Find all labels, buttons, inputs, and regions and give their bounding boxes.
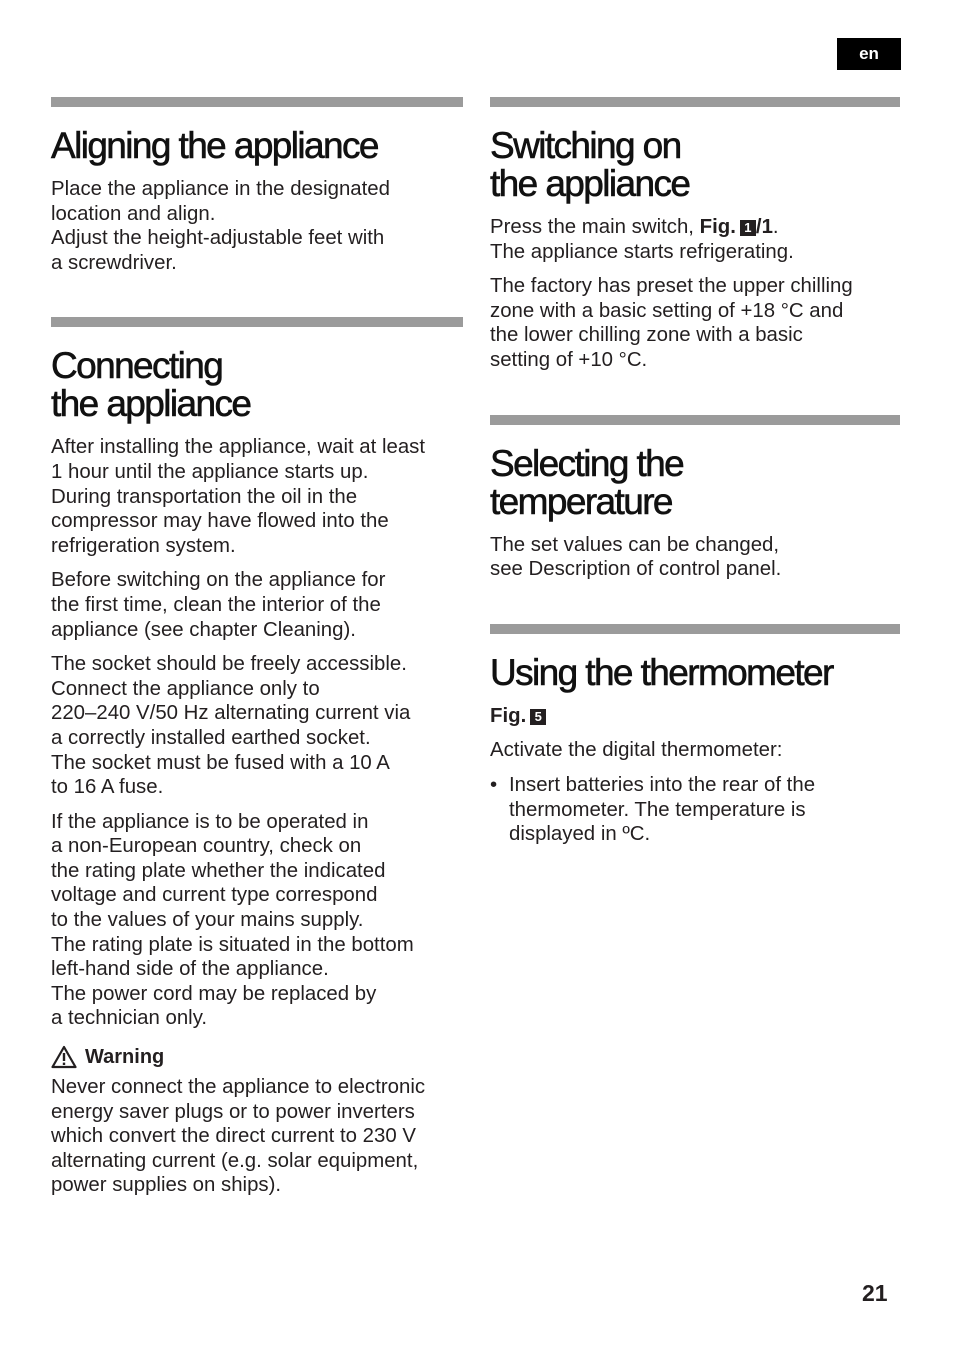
section-title-selecting-temperature: Selecting the temperature	[490, 442, 684, 522]
page-number: 21	[862, 1280, 888, 1306]
section-switching-on	[490, 97, 900, 373]
section-rule	[51, 317, 463, 327]
warning-text: Never connect the appliance to electronic energy saver plugs or to power inverters which convert the direct current to 230 V alternating current (e.g. solar equipment, power supplies on ships).	[51, 1076, 426, 1197]
selecting-body: The set values can be changed, see Description of control panel.	[490, 533, 782, 581]
section-thermometer	[490, 624, 900, 847]
warning-label: Warning	[85, 1045, 165, 1068]
section-title-thermometer: Using the thermometer	[490, 651, 833, 693]
switching-paragraph-2: The factory has preset the upper chilling zone with a basic setting of +18 °C and the lower chilling zone with a basic setting of +10 °C.	[490, 275, 853, 371]
thermometer-figure-reference: Fig. 5	[490, 704, 900, 729]
section-rule	[490, 624, 900, 634]
section-connecting	[51, 317, 463, 1198]
warning-triangle-icon	[51, 1045, 77, 1069]
connecting-paragraph-1: After installing the appliance, wait at least 1 hour until the appliance starts up. During transportation the oil in the compressor may have flowed into the refrigeration system.	[51, 436, 426, 557]
section-rule	[51, 97, 463, 107]
aligning-body: Place the appliance in the designated location and align. Adjust the height-adjustable feet with a screwdriver.	[51, 178, 390, 274]
thermometer-intro: Activate the digital thermometer:	[490, 739, 783, 762]
section-selecting-temperature	[490, 415, 900, 582]
thermometer-bullet-item: • Insert batteries into the rear of the thermometer. The temperature is displayed in ºC.	[490, 773, 816, 846]
section-rule	[490, 415, 900, 425]
warning-heading	[51, 1045, 463, 1069]
section-aligning	[51, 97, 463, 275]
bullet-icon: •	[490, 773, 498, 796]
figure-number-box: 5	[530, 709, 546, 725]
section-rule	[490, 97, 900, 107]
switching-paragraph-1: Press the main switch, Fig. 1 /1. The appliance starts refrigerating.	[490, 216, 794, 263]
connecting-paragraph-2: Before switching on the appliance for the first time, clean the interior of the appliance (see chapter Cleaning).	[51, 569, 386, 641]
section-title-aligning: Aligning the appliance	[51, 125, 378, 166]
left-column	[51, 97, 463, 1240]
figure-number-box: 1	[740, 220, 756, 236]
language-badge: en	[837, 38, 901, 70]
right-column	[490, 97, 900, 889]
section-title-connecting: Connecting the appliance	[51, 345, 251, 425]
connecting-paragraph-4: If the appliance is to be operated in a non-European country, check on the rating plate whether the indicated voltage and current type correspond to the values of your mains supply. The rating plate is situated in the bottom left-hand side of the appliance. The power cord may be replaced by a technician only.	[51, 810, 414, 1030]
figure-reference: Fig. 1 /1	[699, 216, 773, 238]
connecting-paragraph-3: The socket should be freely accessible. Connect the appliance only to 220–240 V/50 Hz alternating current via a correctly installed earthed socket. The socket must be fused with a 10 A to 16 A fuse.	[51, 653, 411, 799]
section-title-switching-on: Switching on the appliance	[490, 125, 690, 204]
